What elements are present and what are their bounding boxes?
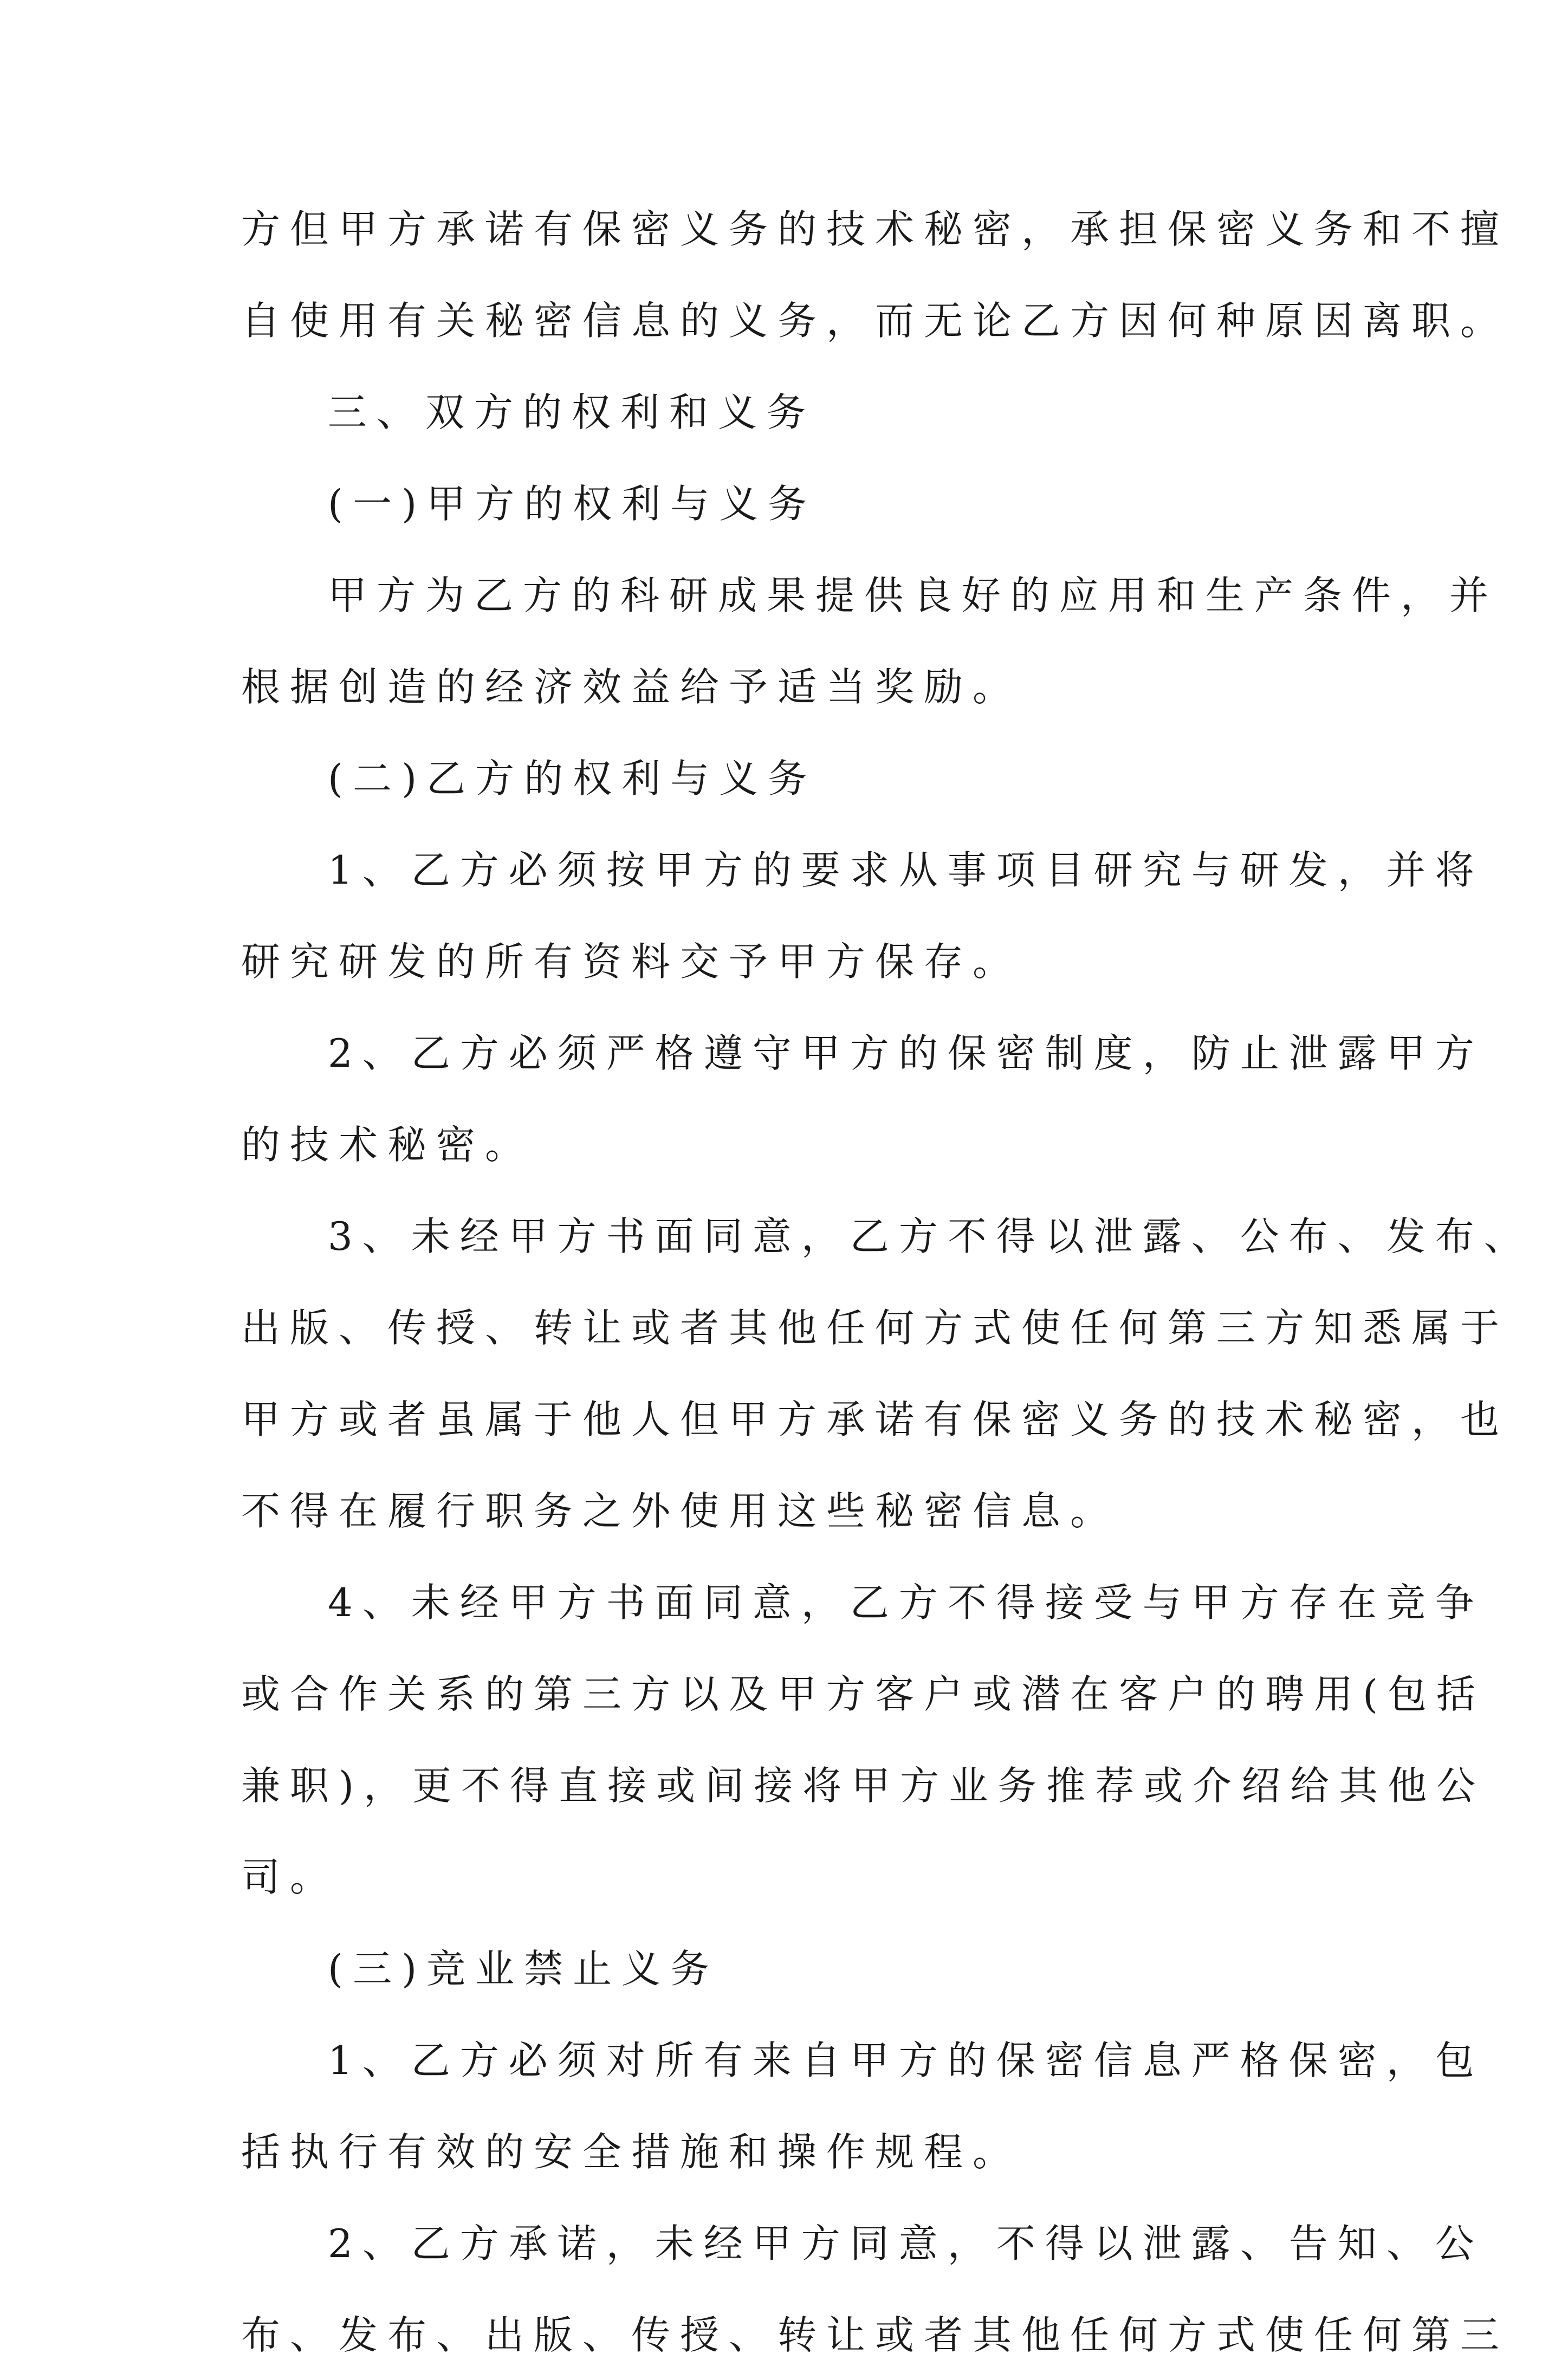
text-line: 4、未经甲方书面同意，乙方不得接受与甲方存在竞争 (328, 1580, 1484, 1625)
subsection-heading: (一)甲方的权利与义务 (328, 481, 817, 527)
text-line: 2、乙方必须严格遵守甲方的保密制度，防止泄露甲方 (328, 1030, 1484, 1076)
text-line: 研究研发的所有资料交予甲方保存。 (241, 939, 1022, 984)
text-line: 兼职)，更不得直接或间接将甲方业务推荐或介绍给其他公 (241, 1763, 1486, 1808)
text-line: 出版、传授、转让或者其他任何方式使任何第三方知悉属于 (241, 1305, 1509, 1351)
text-line: 根据创造的经济效益给予适当奖励。 (241, 664, 1022, 710)
text-line: 3、未经甲方书面同意，乙方不得以泄露、公布、发布、 (328, 1214, 1533, 1259)
section-heading: 三、双方的权利和义务 (328, 390, 816, 435)
text-line: 甲方为乙方的科研成果提供良好的应用和生产条件，并 (328, 573, 1499, 618)
text-line: 1、乙方必须对所有来自甲方的保密信息严格保密，包 (328, 2038, 1484, 2083)
subsection-heading: (三)竞业禁止义务 (328, 1946, 720, 1992)
text-line: 司。 (241, 1855, 339, 1900)
subsection-heading: (二)乙方的权利与义务 (328, 756, 817, 801)
text-line: 甲方或者虽属于他人但甲方承诺有保密义务的技术秘密，也 (241, 1397, 1509, 1442)
text-line: 自使用有关秘密信息的义务，而无论乙方因何种原因离职。 (241, 298, 1509, 343)
text-line: 方但甲方承诺有保密义务的技术秘密，承担保密义务和不擅 (241, 206, 1509, 252)
text-line: 或合作关系的第三方以及甲方客户或潜在客户的聘用(包括 (241, 1671, 1486, 1717)
text-line: 1、乙方必须按甲方的要求从事项目研究与研发，并将 (328, 847, 1484, 893)
text-line: 的技术秘密。 (241, 1122, 534, 1168)
text-line: 2、乙方承诺，未经甲方同意，不得以泄露、告知、公 (328, 2221, 1484, 2266)
document-body (241, 205, 1533, 2360)
text-line: 括执行有效的安全措施和操作规程。 (241, 2129, 1022, 2175)
text-line: 不得在履行职务之外使用这些秘密信息。 (241, 1488, 1119, 1534)
text-line: 布、发布、出版、传授、转让或者其他任何方式使任何第三 (241, 2312, 1509, 2358)
